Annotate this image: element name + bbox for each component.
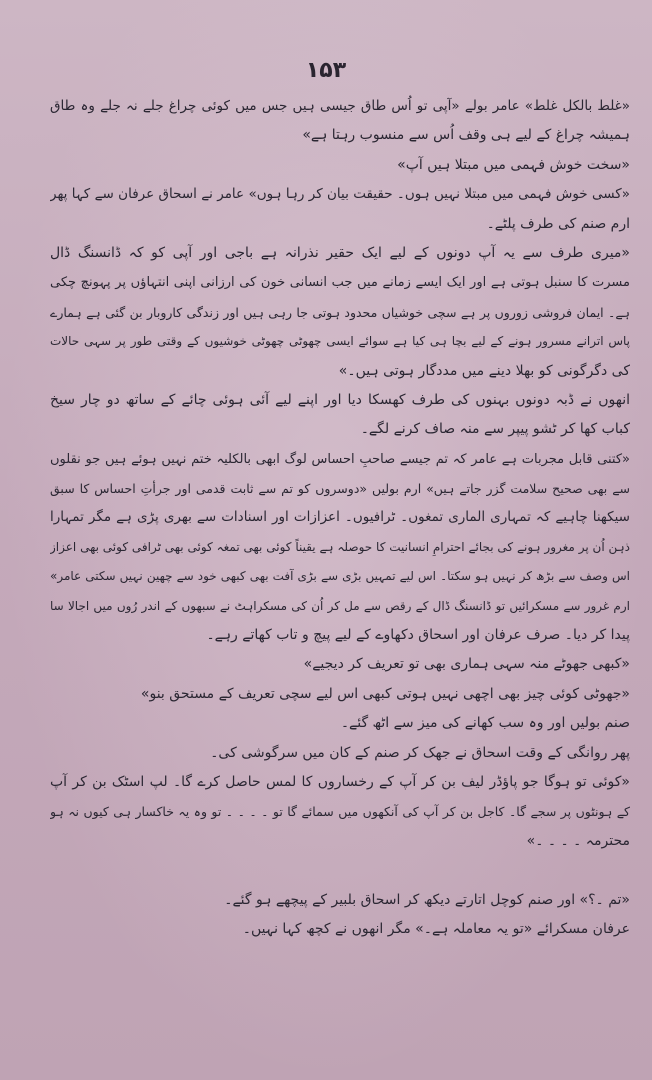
text-line: ارم صنم کی طرف پلٹے۔ [486, 215, 630, 232]
text-line: «جھوٹی کوئی چیز بھی اچھی نہیں ہوتی کبھی اس لیے سچی تعریف کے مستحق بنو» [140, 685, 630, 702]
text-line: «سخت خوش فہمی میں مبتلا ہیں آپ» [397, 156, 630, 173]
text-line: پھر روانگی کے وقت اسحاق نے جھک کر صنم کے کان میں سرگوشی کی۔ [210, 744, 630, 761]
text-line: «غلط بالکل غلط» عامر بولے «آپی تو اُس طاق جیسی ہیں جس میں کوئی چراغ جلے نہ جلے وہ طاق [50, 98, 630, 114]
text-line: عرفان مسکرائے «تو یہ معاملہ ہے۔» مگر انھوں نے کچھ کہا نہیں۔ [242, 920, 630, 937]
text-line: صنم بولیں اور وہ سب کھانے کی میز سے اٹھ گئے۔ [340, 715, 630, 732]
text-line: «تم ۔؟» اور صنم کوچل اتارتے دیکھ کر اسحاق بلبیر کے پیچھے ہو گئے۔ [224, 891, 630, 908]
text-line: کی دگرگونی کو بھلا دینے میں مددگار ہوتی ہیں۔» [338, 362, 630, 379]
text-line: ہے۔ ایمان فروشی زوروں پر ہے سچی خوشیاں محدود ہوتی جا رہی ہیں اور زندگی کاروبار بن گئی ہے ہمارے [50, 304, 630, 320]
text-line: سے بھی صحیح سلامت گزر جاتے ہیں» ارم بولیں «دوسروں کو تم سے ثابت قدمی اور جرأتِ احساس کا سبق [50, 481, 630, 497]
text-line: کے ہونٹوں پر سجے گا۔ کاجل بن کر آپ کی آنکھوں میں سمائے گا تو ۔ ۔ ۔ ۔ تو وہ یہ خاکسار ہی کیوں نہ ہو [50, 804, 630, 820]
text-line: «کبھی جھوٹے منہ سہی ہماری بھی تو تعریف کر دیجیے» [303, 656, 630, 673]
text-line: سیکھنا چاہیے کہ تمہاری الماری تمغوں۔ ٹرافیوں۔ اعزازات اور اسنادات سے بھری پڑی ہے مگر تمہارا [50, 509, 630, 526]
text-line: انھوں نے ڈبہ دونوں بہنوں کی طرف کھسکا دیا اور اپنے لیے آئی ہوئی چائے کے ساتھ دو چار سیخ [50, 391, 630, 408]
text-line: «کسی خوش فہمی میں مبتلا نہیں ہوں۔ حقیقت بیان کر رہا ہوں» عامر نے اسحاق عرفان سے کہا پھر [50, 186, 630, 203]
text-line: محترمہ ۔ ۔ ۔ ۔» [526, 832, 630, 849]
text-line: ارم غرور سے مسکرائیں تو ڈانسنگ ڈال کے رقص سے مل کر اُن کی مسکراہٹ نے سبھوں کے اندر رُوں میں اجالا سا [50, 598, 630, 613]
text-line: پاس اترانے مسرور ہونے کے لیے بچا ہی کیا ہے سوائے ایسی چھوٹی چھوٹی خوشیوں کے وقتی طور پر سہی حالات [50, 334, 630, 349]
text-line: پیدا کر دیا۔ صرف عرفان اور اسحاق دکھاوے کے لیے پیچ و تاب کھاتے رہے۔ [206, 627, 630, 644]
text-line: «میری طرف سے یہ آپ دونوں کے لیے ایک حقیر نذرانہ ہے باجی اور آپی کو کہ ڈانسنگ ڈال [50, 244, 630, 261]
blank-line [50, 856, 630, 885]
text-line: اس وصف سے بڑھ کر نہیں ہو سکتا۔ اس لیے تمہیں بڑی سے بڑی آفت بھی کبھی خود سے چھین نہیں سکتی عامر» [50, 569, 630, 584]
text-line: کباب کھا کر ٹشو پیپر سے منہ صاف کرنے لگے۔ [360, 421, 630, 438]
text-line: «کتنی قابل مجربات ہے عامر کہ تم جیسے صاحبِ احساس لوگ ابھی بالکلیہ ختم نہیں ہوئے ہیں جو نقلوں [50, 451, 630, 467]
text-line: ہمیشہ چراغ کے لیے ہی وقف اُس سے منسوب رہتا ہے» [302, 127, 630, 144]
text-line: ذہن اُن پر مغرور ہونے کی بجائے احترامِ انسانیت کا حوصلہ ہے یقیناً کوئی بھی تمغہ کوئی بھی ٹرافی کوئی بھی اعزاز [50, 539, 630, 554]
page-number: ۱۵۳ [305, 58, 347, 83]
urdu-text-body [50, 92, 630, 944]
text-line: مسرت کا سنبل ہوتی ہے اور ایک ایسے زمانے میں جب انسانی خون کی ارزانی اپنی انتہاؤں پر پہونچ چکی [50, 275, 630, 291]
text-line: «کوئی تو ہوگا جو پاؤڈر لیف بن کر آپ کے رخساروں کا لمس حاصل کرے گا۔ لپ اسٹک بن کر آپ [50, 773, 630, 790]
